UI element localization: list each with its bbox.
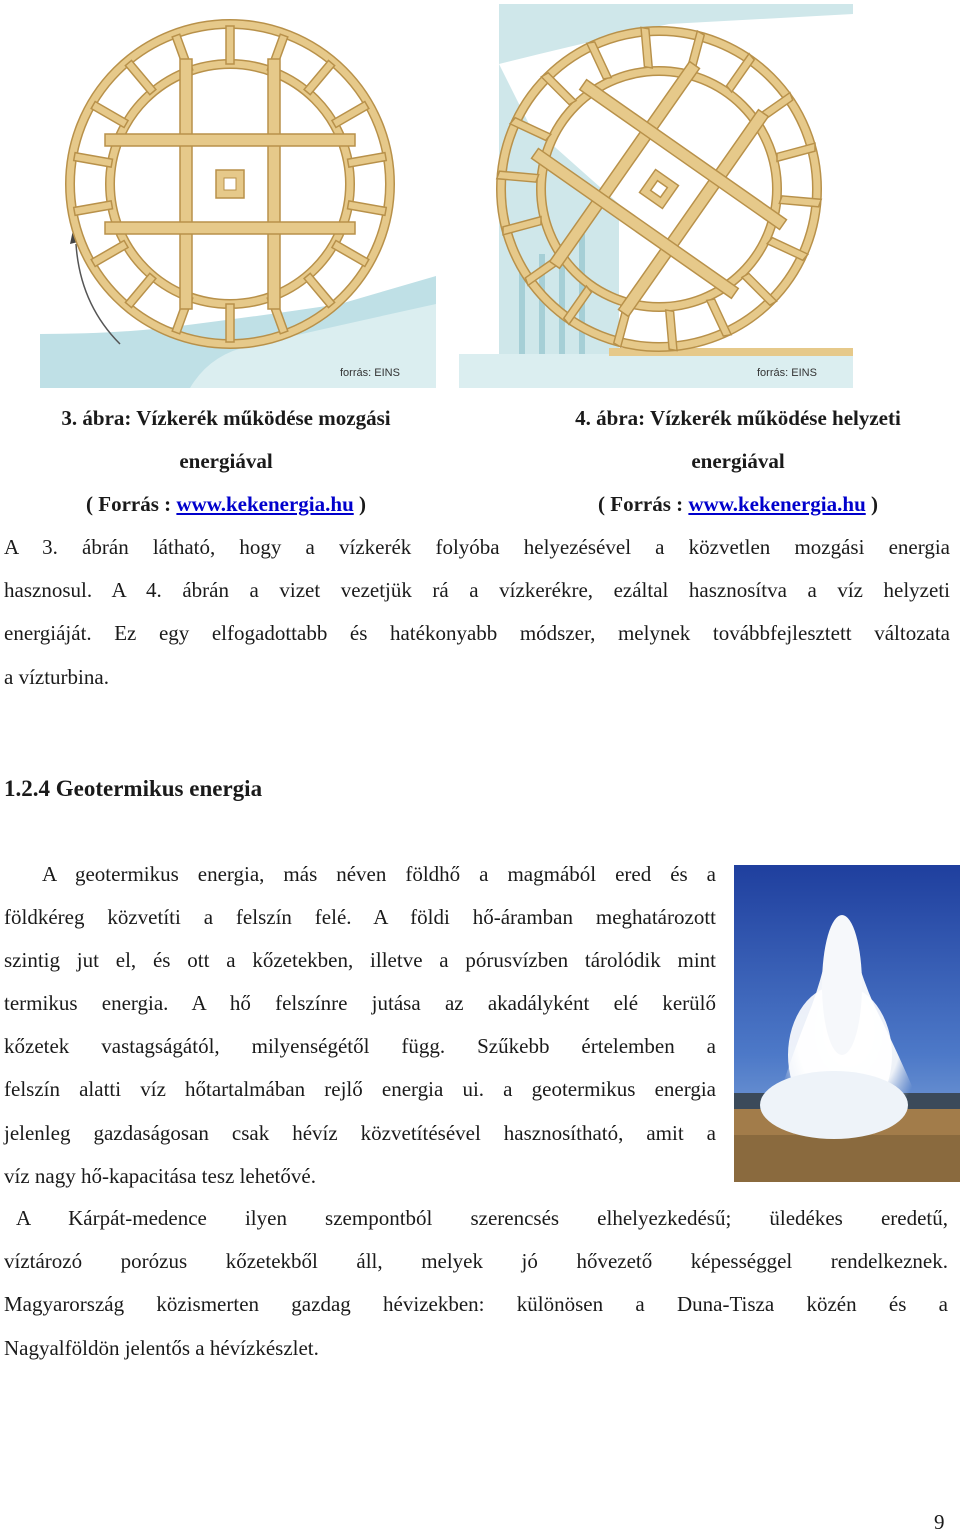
- paragraph-1-line: energiáját. Ez egy elfogadottabb és hatékonyabb módszer, melynek továbbfejlesztett változata: [4, 621, 950, 645]
- paragraph-3-line: víztározó porózus kőzetekből áll, melyek jó hővezető képességgel rendelkeznek.: [4, 1249, 948, 1273]
- paragraph-2-line: víz nagy hő-kapacitása tesz lehetővé.: [4, 1164, 316, 1188]
- paragraph-3-line: A Kárpát-medence ilyen szempontból szerencsés elhelyezkedésű; üledékes eredetű,: [16, 1206, 948, 1230]
- figure-3-source-label: forrás: EINS: [340, 367, 400, 379]
- paragraph-2-line: földkéreg közvetíti a felszín felé. A földi hő-áramban meghatározott: [4, 905, 716, 929]
- figure-3-caption-line2: energiával: [179, 449, 273, 473]
- figure-4-source-label: forrás: EINS: [757, 367, 817, 379]
- paragraph-2-line: kőzetek vastagságától, milyenségétől függ. Szűkebb értelemben a: [4, 1034, 716, 1058]
- paragraph-1-line: a vízturbina.: [4, 665, 109, 689]
- figure-4-caption-line2: energiával: [691, 449, 785, 473]
- figure-3-source-link[interactable]: www.kekenergia.hu: [176, 492, 354, 516]
- paragraph-1-line: A 3. ábrán látható, hogy a vízkerék folyóba helyezésével a közvetlen mozgási energia: [4, 535, 950, 559]
- geyser-photo: [734, 865, 960, 1182]
- figure-4-caption: [520, 397, 956, 526]
- figure-4-caption-line1: 4. ábra: Vízkerék működése helyzeti: [575, 406, 901, 430]
- figure-3-image: [40, 4, 436, 388]
- figure-4-source-link[interactable]: www.kekenergia.hu: [688, 492, 866, 516]
- figure-3-caption-line1: 3. ábra: Vízkerék működése mozgási: [61, 406, 391, 430]
- paragraph-2-line: felszín alatti víz hőtartalmában rejlő energia ui. a geotermikus energia: [4, 1077, 716, 1101]
- figure-3-caption: [8, 397, 444, 526]
- paragraph-2-line: szintig jut el, és ott a kőzetekben, illetve a pórusvízben tárolódik mint: [4, 948, 716, 972]
- page-number: 9: [934, 1510, 945, 1534]
- section-heading: 1.2.4 Geotermikus energia: [4, 776, 263, 801]
- paragraph-1-line: hasznosul. A 4. ábrán a vizet vezetjük rá a vízkerékre, ezáltal hasznosítva a víz helyzeti: [4, 578, 950, 602]
- paragraph-2-line: A geotermikus energia, más néven földhő a magmából ered és a: [42, 862, 716, 886]
- paragraph-3-line: Magyarország közismerten gazdag hévizekben: különösen a Duna-Tisza közén és a: [4, 1292, 948, 1316]
- figure-4-image: [459, 4, 853, 388]
- paragraph-3-line: Nagyalföldön jelentős a hévízkészlet.: [4, 1336, 319, 1360]
- figure-4-source: ( Forrás : www.kekenergia.hu ): [598, 492, 878, 516]
- paragraph-2-line: termikus energia. A hő felszínre jutása az akadályként elé kerülő: [4, 991, 716, 1015]
- figure-3-source: ( Forrás : www.kekenergia.hu ): [86, 492, 366, 516]
- paragraph-2-line: jelenleg gazdaságosan csak hévíz közvetítésével hasznosítható, amit a: [4, 1121, 716, 1145]
